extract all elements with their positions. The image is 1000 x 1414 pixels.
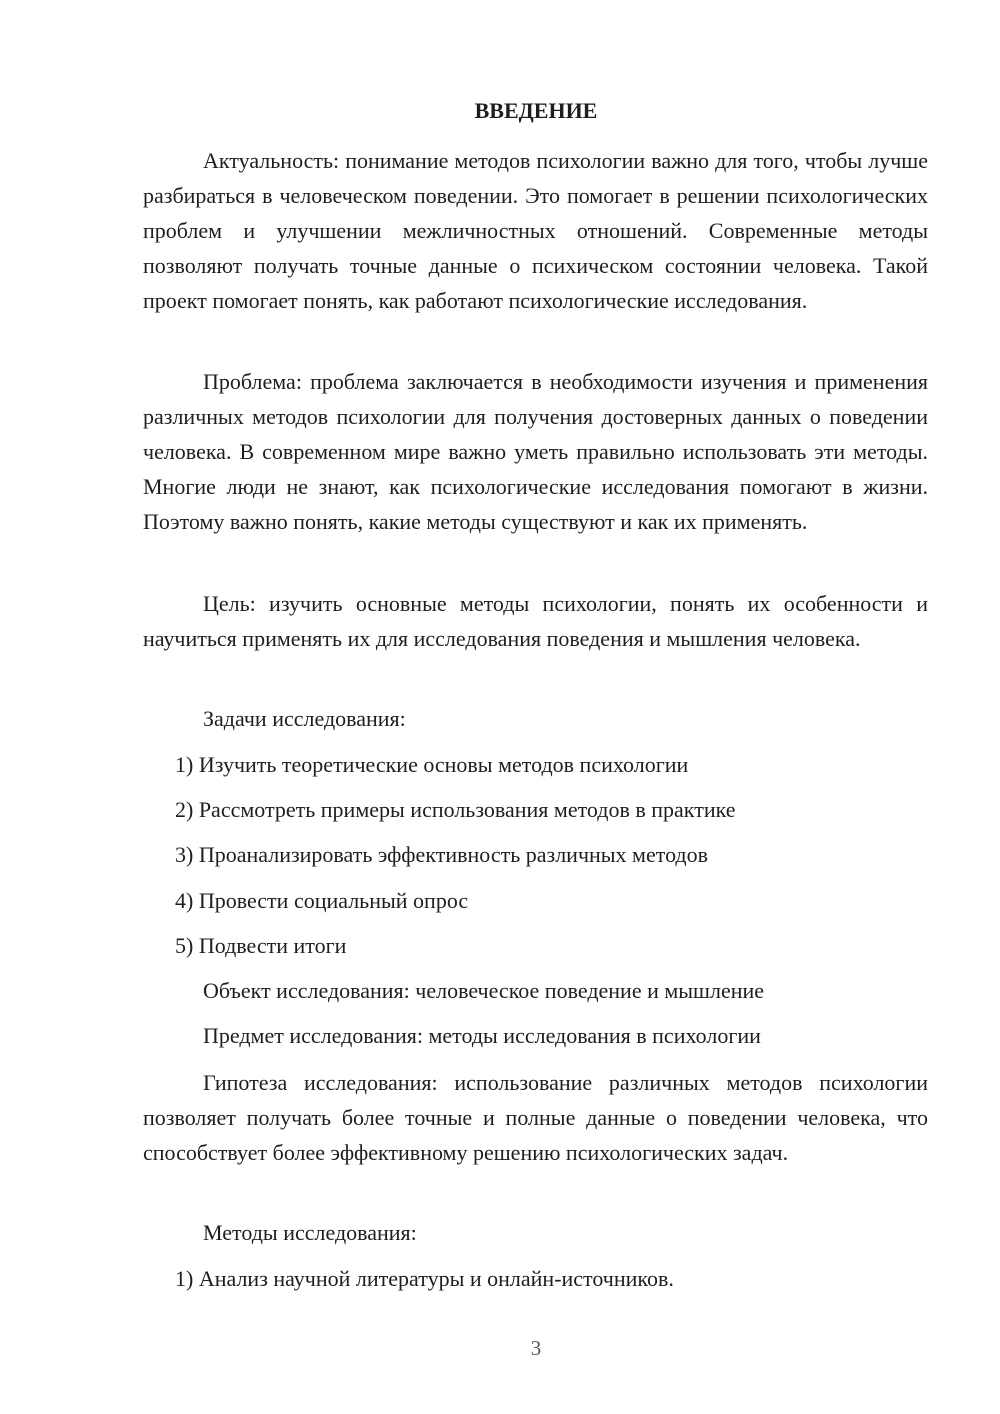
paragraph-hypothesis: Гипотеза исследования: использование различных методов психологии позволяет получать более точные и полные данные о поведении человека, что способствует более эффективному решению психологических задач. [143, 1070, 928, 1165]
method-item: 1) Анализ научной литературы и онлайн-источников. [175, 1266, 674, 1291]
task-item: 1) Изучить теоретические основы методов психологии [175, 752, 689, 777]
tasks-heading: Задачи исследования: [203, 706, 406, 731]
task-item: 2) Рассмотреть примеры использования методов в практике [175, 797, 736, 822]
research-object: Объект исследования: человеческое поведение и мышление [203, 978, 765, 1003]
paragraph-actuality: Актуальность: понимание методов психологии важно для того, чтобы лучше разбираться в человеческом поведении. Это помогает в решении психологических проблем и улучшении межличностных отношений. Современные методы позволяют получать точные данные о психическом состоянии человека. Такой проект помогает понять, как работают психологические исследования. [143, 148, 928, 313]
page-title: ВВЕДЕНИЕ [474, 98, 598, 123]
methods-heading: Методы исследования: [203, 1220, 417, 1245]
task-item: 3) Проанализировать эффективность различных методов [175, 842, 709, 867]
task-item: 5) Подвести итоги [175, 933, 347, 958]
page-number: 3 [530, 1336, 542, 1360]
paragraph-goal: Цель: изучить основные методы психологии, понять их особенности и научиться применять их для исследования поведения и мышления человека. [143, 591, 928, 651]
task-item: 4) Провести социальный опрос [175, 888, 469, 913]
research-subject: Предмет исследования: методы исследования в психологии [203, 1023, 761, 1048]
paragraph-problem: Проблема: проблема заключается в необходимости изучения и применения различных методов психологии для получения достоверных данных о поведении человека. В современном мире важно уметь правильно использовать эти методы. Многие люди не знают, как психологические исследования помогают в жизни. Поэтому важно понять, какие методы существуют и как их применять. [143, 369, 928, 534]
